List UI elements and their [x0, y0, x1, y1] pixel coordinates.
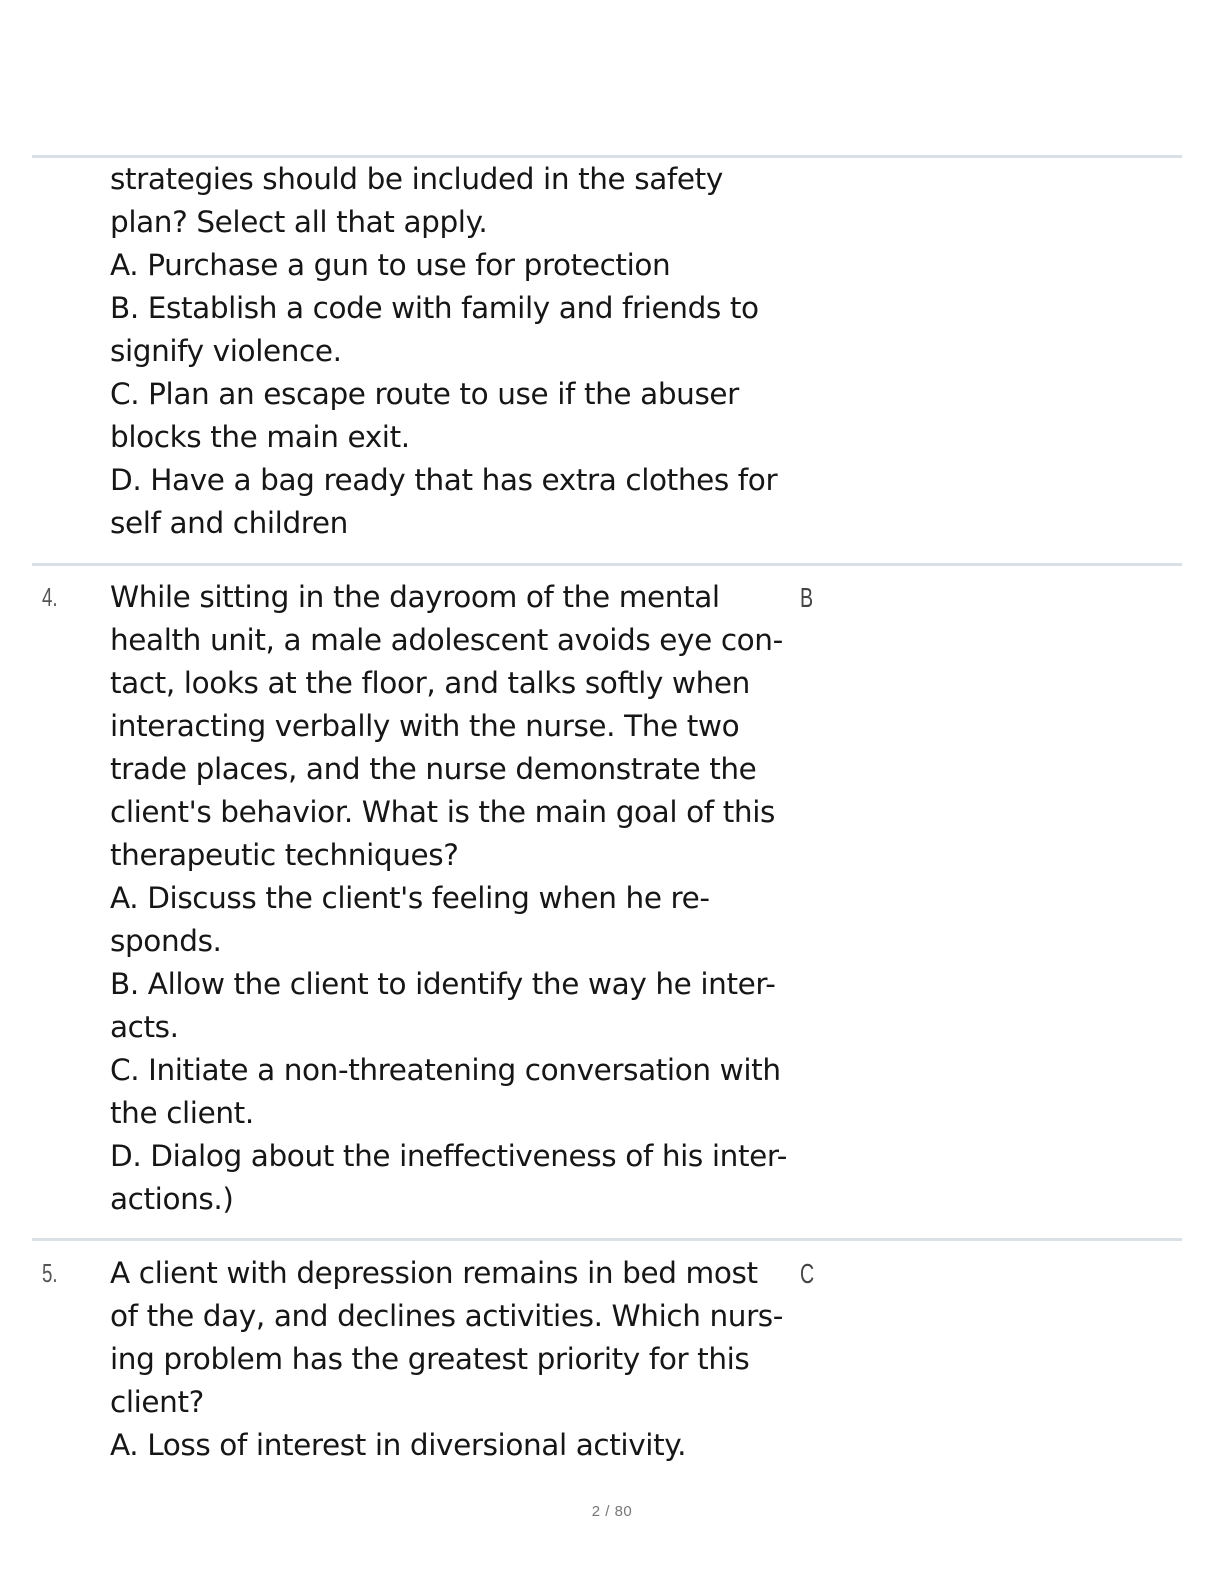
option-a-cont: sponds.: [110, 924, 222, 958]
question-text: [110, 1252, 800, 1467]
question-line: therapeutic techniques?: [110, 838, 459, 872]
option-c-cont: blocks the main exit.: [110, 420, 410, 454]
question-line: of the day, and declines activities. Which nurs-: [110, 1299, 784, 1333]
option-c-cont: the client.: [110, 1096, 254, 1130]
option-d-cont: actions.): [110, 1182, 234, 1216]
answer-key: B: [800, 582, 814, 613]
question-line: client?: [110, 1385, 204, 1419]
question-line: ing problem has the greatest priority for this: [110, 1342, 750, 1376]
question-text: [110, 158, 800, 545]
option-c: C. Plan an escape route to use if the abuser: [110, 377, 739, 411]
option-b: B. Allow the client to identify the way he inter-: [110, 967, 776, 1001]
question-line: client's behavior. What is the main goal of this: [110, 795, 775, 829]
option-b-cont: acts.: [110, 1010, 179, 1044]
card-divider: [32, 563, 1182, 566]
option-b-cont: signify violence.: [110, 334, 342, 368]
question-line: health unit, a male adolescent avoids eye con-: [110, 623, 783, 657]
option-d-cont: self and children: [110, 506, 348, 540]
question-line: A client with depression remains in bed most: [110, 1256, 758, 1290]
option-b: B. Establish a code with family and friends to: [110, 291, 759, 325]
option-a: A. Discuss the client's feeling when he re-: [110, 881, 710, 915]
question-line: tact, looks at the floor, and talks softly when: [110, 666, 750, 700]
question-line: plan? Select all that apply.: [110, 205, 488, 239]
question-number: 5.: [42, 1258, 58, 1288]
question-line: trade places, and the nurse demonstrate the: [110, 752, 757, 786]
option-d: D. Have a bag ready that has extra clothes for: [110, 463, 778, 497]
question-line: strategies should be included in the safety: [110, 162, 723, 196]
answer-key: C: [800, 1258, 815, 1289]
question-text: [110, 576, 800, 1221]
option-c: C. Initiate a non-threatening conversation with: [110, 1053, 781, 1087]
question-line: While sitting in the dayroom of the mental: [110, 580, 720, 614]
question-line: interacting verbally with the nurse. The two: [110, 709, 740, 743]
option-a: A. Loss of interest in diversional activity.: [110, 1428, 687, 1462]
option-a: A. Purchase a gun to use for protection: [110, 248, 671, 282]
page-indicator: 2 / 80: [591, 1503, 633, 1520]
card-divider: [32, 1238, 1182, 1241]
question-number: 4.: [42, 582, 58, 612]
option-d: D. Dialog about the ineffectiveness of his inter-: [110, 1139, 787, 1173]
